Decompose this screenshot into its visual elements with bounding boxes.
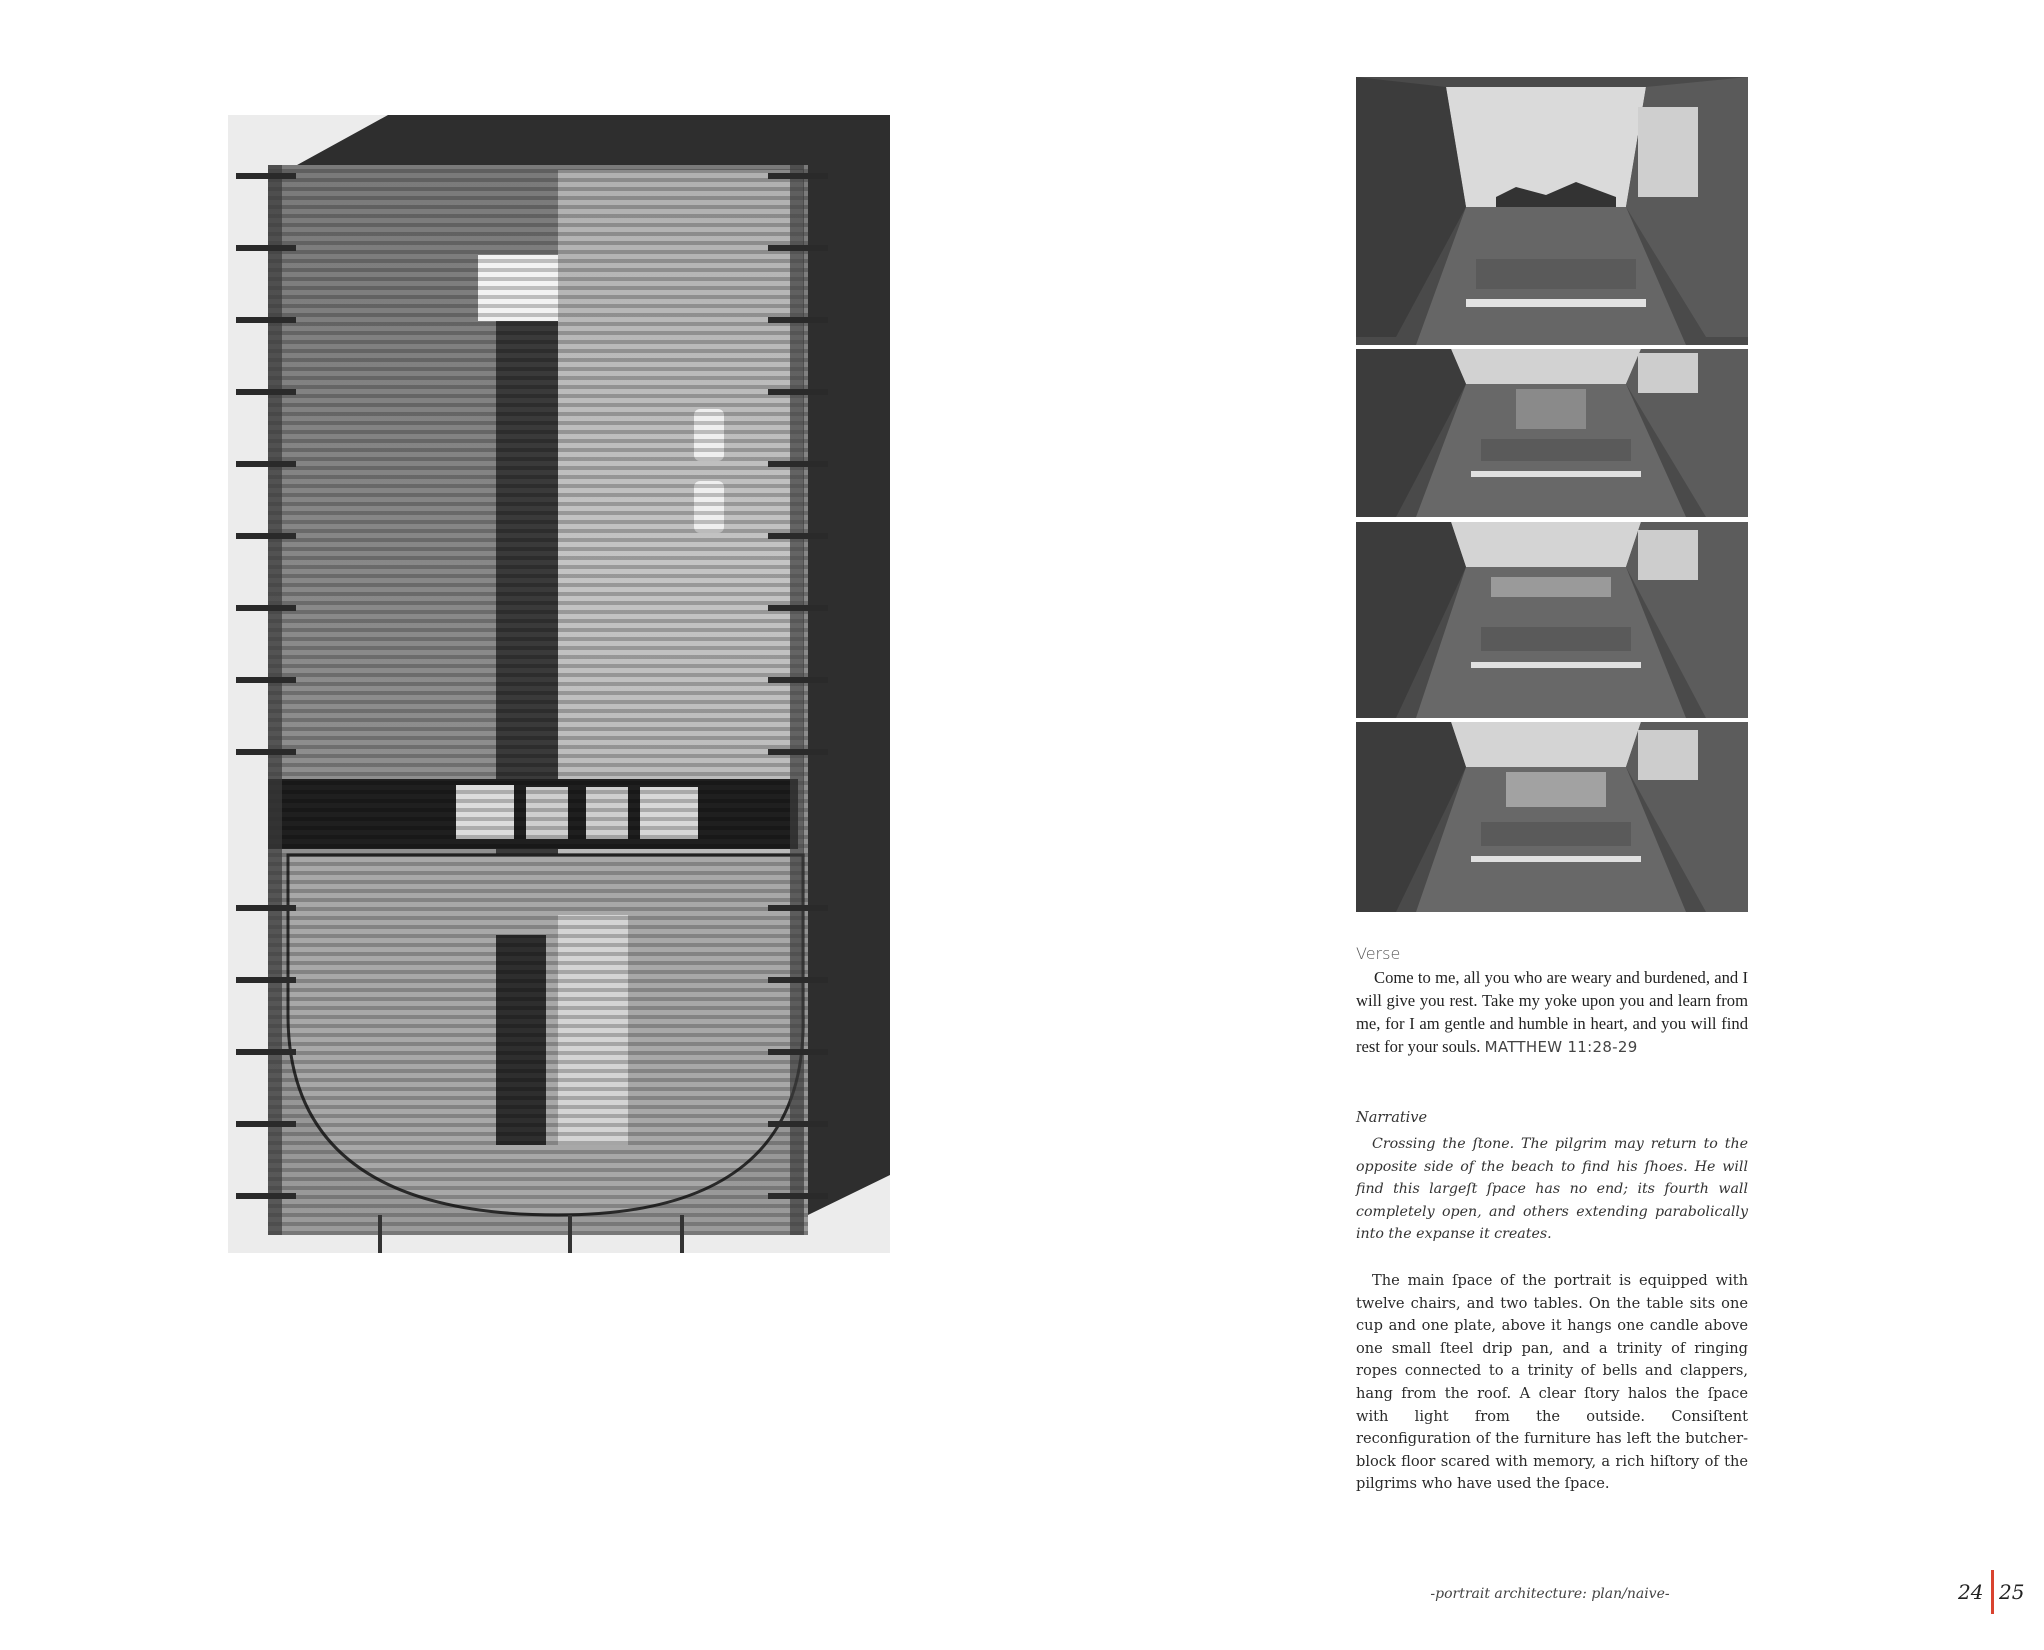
verse-text: Come to me, all you who are weary and burdened, and I will give you rest. Take my yoke upon you and learn from me, for I am gentle and humble in heart, and you will find rest for your souls. (1356, 968, 1748, 1056)
verse-heading: Verse (1356, 944, 1401, 963)
interior-render (1356, 722, 1748, 912)
narrative-body: Crossing the ſtone. The pilgrim may return to the opposite side of the beach to find his ſhoes. He will find this largeſt ſpace has no end; its fourth wall completely open, and others extending parabolically into the expanse it creates. (1356, 1136, 1748, 1242)
page-number-right: 25 (1999, 1580, 2025, 1604)
plan-drawing (228, 115, 890, 1253)
interior-render (1356, 349, 1748, 517)
main-body-text: The main ſpace of the portrait is equipped with twelve chairs, and two tables. On the table sits one cup and one plate, above it hangs one candle above one small ſteel drip pan, and a trinity of ringing ropes connected to a trinity of bells and clappers, hang from the roof. A clear ſtory halos the ſpace with light from the outside. Consiſtent reconfiguration of the furniture has left the butcher-block floor scared with memory, a rich hiſtory of the pilgrims who have used the ſpace. (1356, 1272, 1748, 1493)
interior-render (1356, 522, 1748, 718)
footer-caption: -portrait architecture: plan/naive- (1430, 1586, 1670, 1602)
verse-reference: MATTHEW 11:28-29 (1484, 1038, 1638, 1056)
verse-body (1356, 966, 1748, 1059)
interior-render (1356, 77, 1748, 345)
page-divider (1991, 1570, 1994, 1614)
page-number-left: 24 (1958, 1580, 1984, 1604)
narrative-heading: Narrative (1356, 1110, 1428, 1126)
